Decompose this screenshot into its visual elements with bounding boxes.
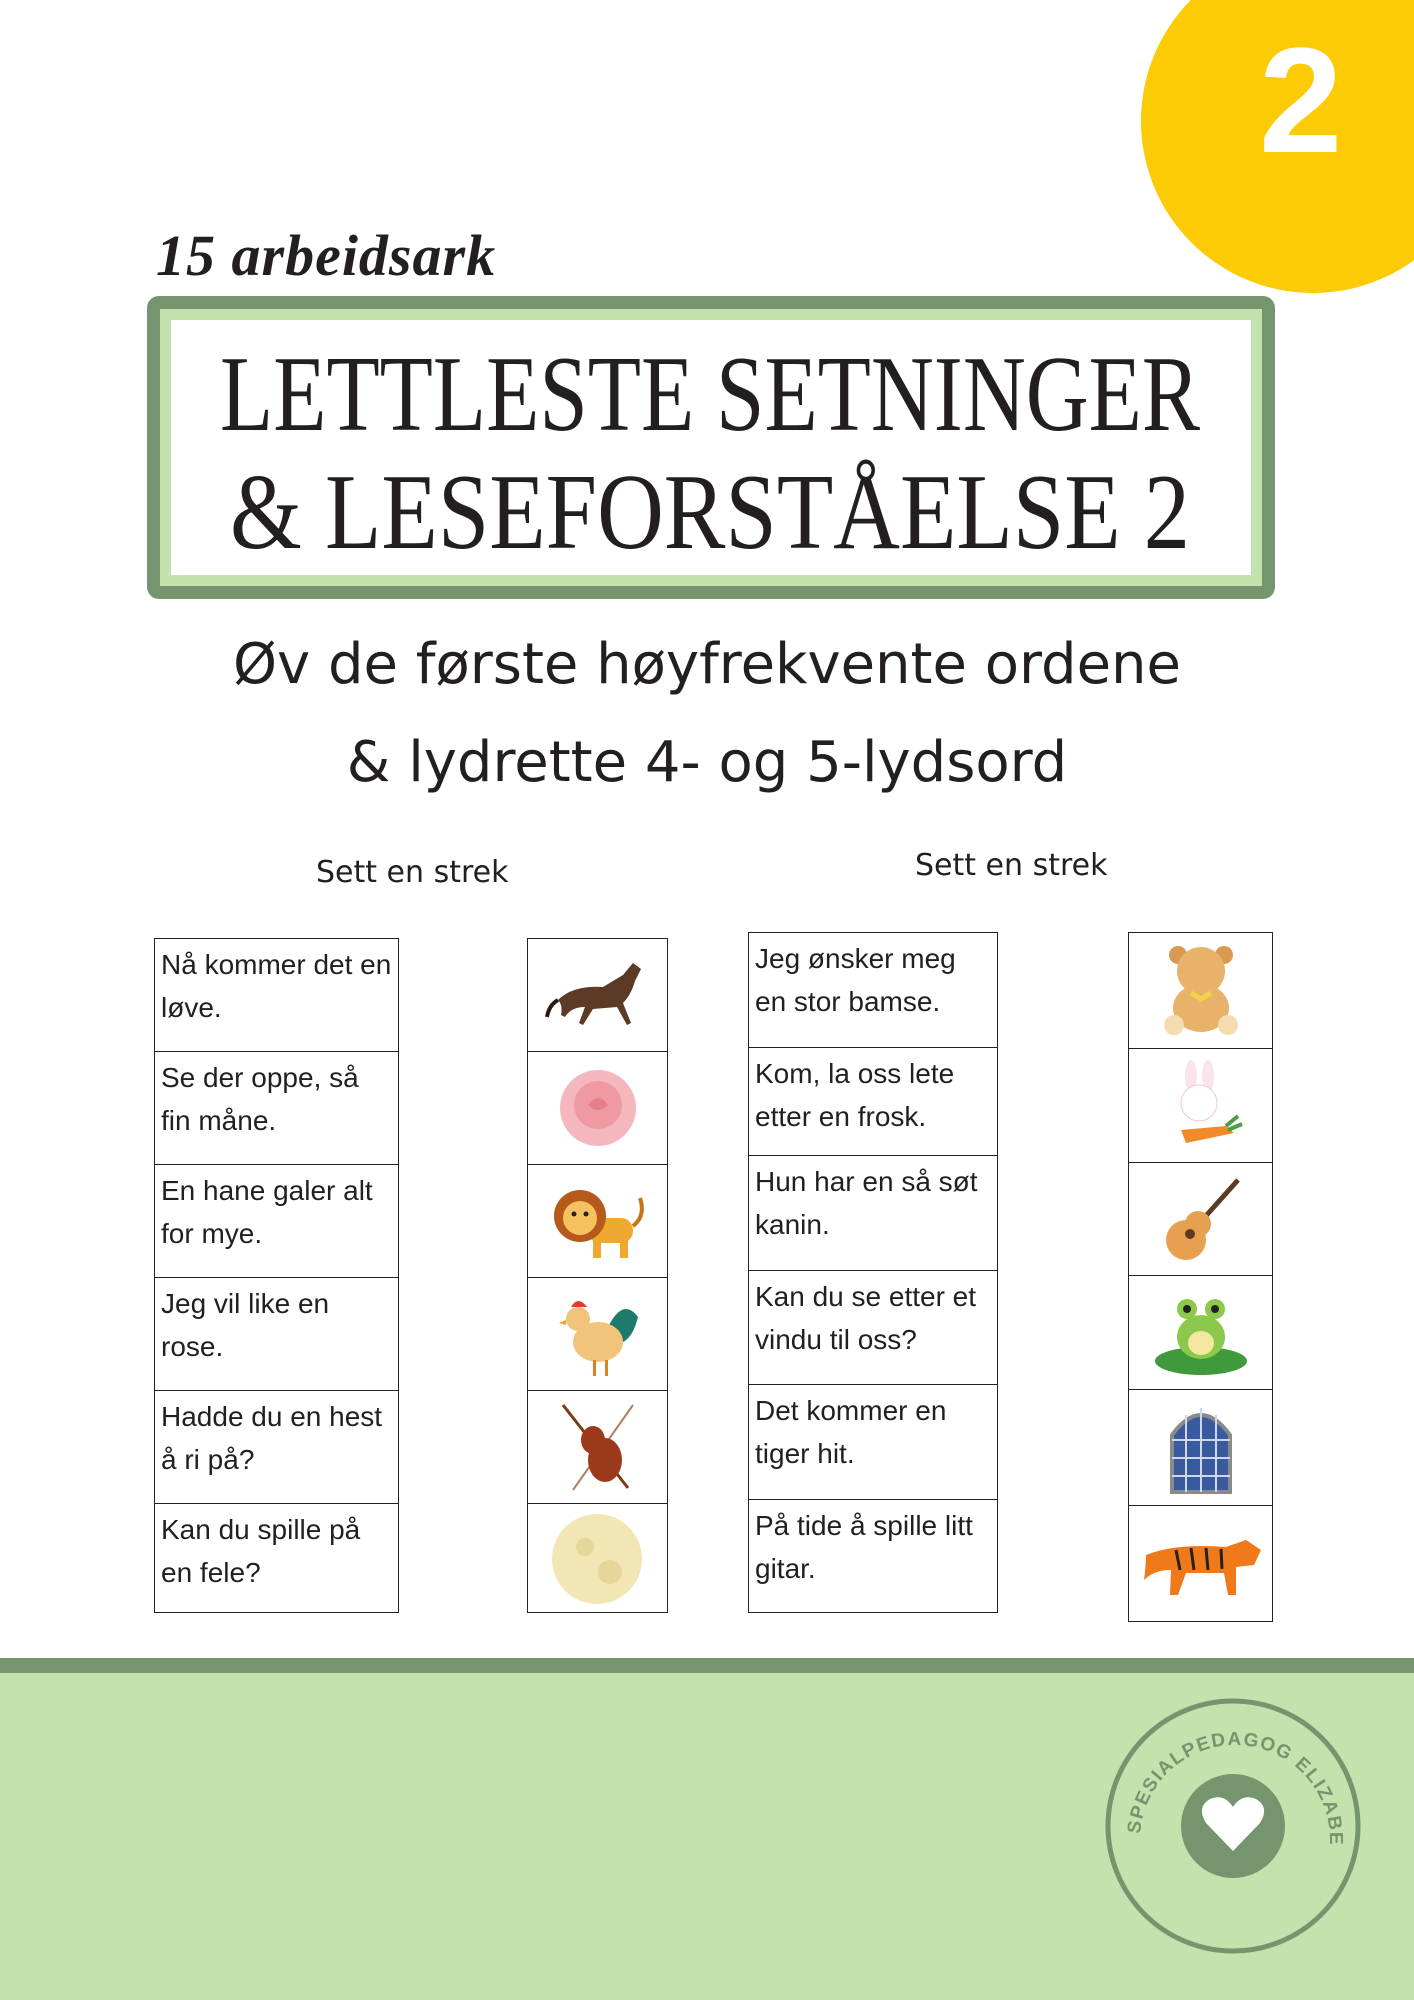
left-instruction: Sett en strek: [316, 855, 509, 890]
right-instruction: Sett en strek: [915, 848, 1108, 883]
left-picture-column: [527, 938, 668, 1613]
right-picture-column: [1128, 932, 1273, 1622]
sentence-cell[interactable]: Det kommer en tiger hit.: [749, 1385, 997, 1500]
worksheet-count: 15 arbeidsark: [156, 223, 497, 288]
sentence-cell[interactable]: Se der oppe, så fin måne.: [155, 1052, 398, 1165]
teddy-bear-icon[interactable]: [1129, 933, 1272, 1049]
sentence-cell[interactable]: Hadde du en hest å ri på?: [155, 1391, 398, 1504]
sentence-cell[interactable]: Jeg ønsker meg en stor bamse.: [749, 933, 997, 1048]
sentence-cell[interactable]: Nå kommer det en løve.: [155, 939, 398, 1052]
window-icon[interactable]: [1129, 1390, 1272, 1506]
right-sentence-column: [748, 932, 998, 1613]
rabbit-icon[interactable]: [1129, 1049, 1272, 1163]
sentence-cell[interactable]: En hane galer alt for mye.: [155, 1165, 398, 1278]
sentence-cell[interactable]: Jeg vil like en rose.: [155, 1278, 398, 1391]
guitar-icon[interactable]: [1129, 1163, 1272, 1276]
violin-icon[interactable]: [528, 1391, 667, 1504]
rooster-icon[interactable]: [528, 1278, 667, 1391]
sentence-cell[interactable]: Kan du spille på en fele?: [161, 1514, 361, 1588]
brand-logo: [1102, 1695, 1364, 1957]
subtitle-line-2: & lydrette 4- og 5-lydsord: [346, 730, 1068, 795]
left-sentence-column: [154, 938, 399, 1613]
title-text: [171, 320, 1249, 573]
sentence-cell[interactable]: Kom, la oss lete etter en frosk.: [749, 1048, 997, 1156]
rose-icon[interactable]: [528, 1052, 667, 1165]
moon-icon[interactable]: [528, 1504, 667, 1614]
sentence-cell[interactable]: Kan du se etter et vindu til oss?: [749, 1271, 997, 1385]
sentence-cell[interactable]: Hun har en så søt kanin.: [749, 1156, 997, 1271]
title-line-2: & LESEFORSTÅELSE 2: [230, 453, 1190, 572]
footer-divider: [0, 1658, 1414, 1673]
horse-icon[interactable]: [528, 939, 667, 1052]
badge-number: 2: [1259, 16, 1343, 184]
number-badge: [1141, 0, 1414, 293]
title-line-1: LETTLESTE SETNINGER: [220, 335, 1200, 454]
frog-icon[interactable]: [1129, 1276, 1272, 1390]
logo-text: SPESIALPEDAGOG ELIZABE: [1124, 1728, 1347, 1847]
tiger-icon[interactable]: [1129, 1506, 1272, 1623]
lion-icon[interactable]: [528, 1165, 667, 1278]
subtitle-line-1: Øv de første høyfrekvente ordene: [232, 632, 1182, 697]
title-box: [147, 296, 1275, 599]
sentence-cell[interactable]: På tide å spille litt gitar.: [755, 1510, 973, 1584]
